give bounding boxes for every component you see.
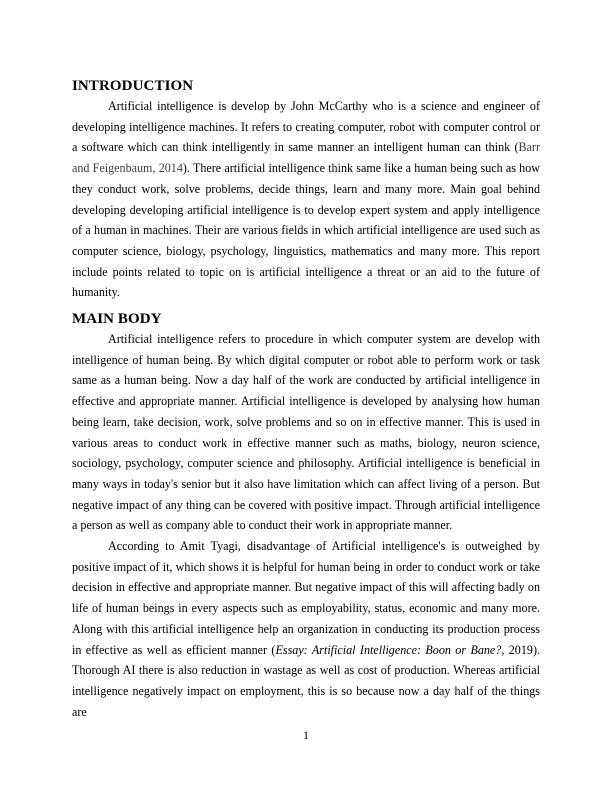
page-number: 1 xyxy=(303,728,309,742)
main-body-paragraph-2 xyxy=(72,536,540,722)
introduction-heading: INTRODUCTION xyxy=(72,78,194,94)
introduction-paragraph xyxy=(72,96,540,303)
main-body-p2-text-part-1: According to Amit Tyagi, disadvantage of Artificial intelligence's is outweighed by positive impact of it, which shows it is helpful for human being in order to conduct work or take decision in effective and appropriate manner. But negative impact of this will affecting badly on life of human beings in every aspects such as employability, status, economic and many more. Along with this artificial intelligence help an organization in conducting its production process in effective as well as efficient manner ( xyxy=(72,539,540,657)
main-body-citation-title: Essay: Artificial Intelligence: Boon or Bane?, xyxy=(275,642,505,657)
intro-citation: Barr and Feigenbaum, 2014 xyxy=(72,140,540,176)
intro-text-part-1: Artificial intelligence is develop by John McCarthy who is a science and engineer of developing intelligence machines. It refers to creating computer, robot with computer control or a software which can think intelligently in same manner an intelligent human can think ( xyxy=(72,99,540,155)
intro-text-part-2: ). There artificial intelligence think same like a human being such as how they conduct work, solve problems, decide things, learn and many more. Main goal behind developing developing artificial intelligence is to develop expert system and apply intelligence of a human in machines. Their are various fields in which artificial intelligence are used such as computer science, biology, psychology, linguistics, mathematics and many more. This report include points related to topic on is artificial intelligence a threat or an aid to the future of humanity. xyxy=(72,161,540,300)
main-body-p2-text-part-2: ). Thorough AI there is also reduction in wastage as well as cost of production. Whereas artificial intelligence negatively impact on employment, this is so because now a day half of the things are xyxy=(72,642,540,719)
document-body xyxy=(72,76,540,722)
main-body-citation-year: 2019 xyxy=(504,642,533,657)
main-body-paragraph-1: Artificial intelligence refers to procedure in which computer system are develop with intelligence of human being. By which digital computer or robot able to perform work or task same as a human being. Now a day half of the work are conducted by artificial intelligence in effective and appropriate manner. Artificial intelligence is developed by analysing how human being learn, take decision, work, solve problems and so on in effective manner. This is used in various areas to conduct work in effective manner such as maths, biology, neuron science, sociology, psychology, computer science and philosophy. Artificial intelligence is beneficial in many ways in today's senior but it also have limitation which can affect living of a person. But negative impact of any thing can be covered with positive impact. Through artificial intelligence a person as well as company able to conduct their work in appropriate manner. xyxy=(72,332,540,533)
main-body-heading: MAIN BODY xyxy=(72,311,162,328)
